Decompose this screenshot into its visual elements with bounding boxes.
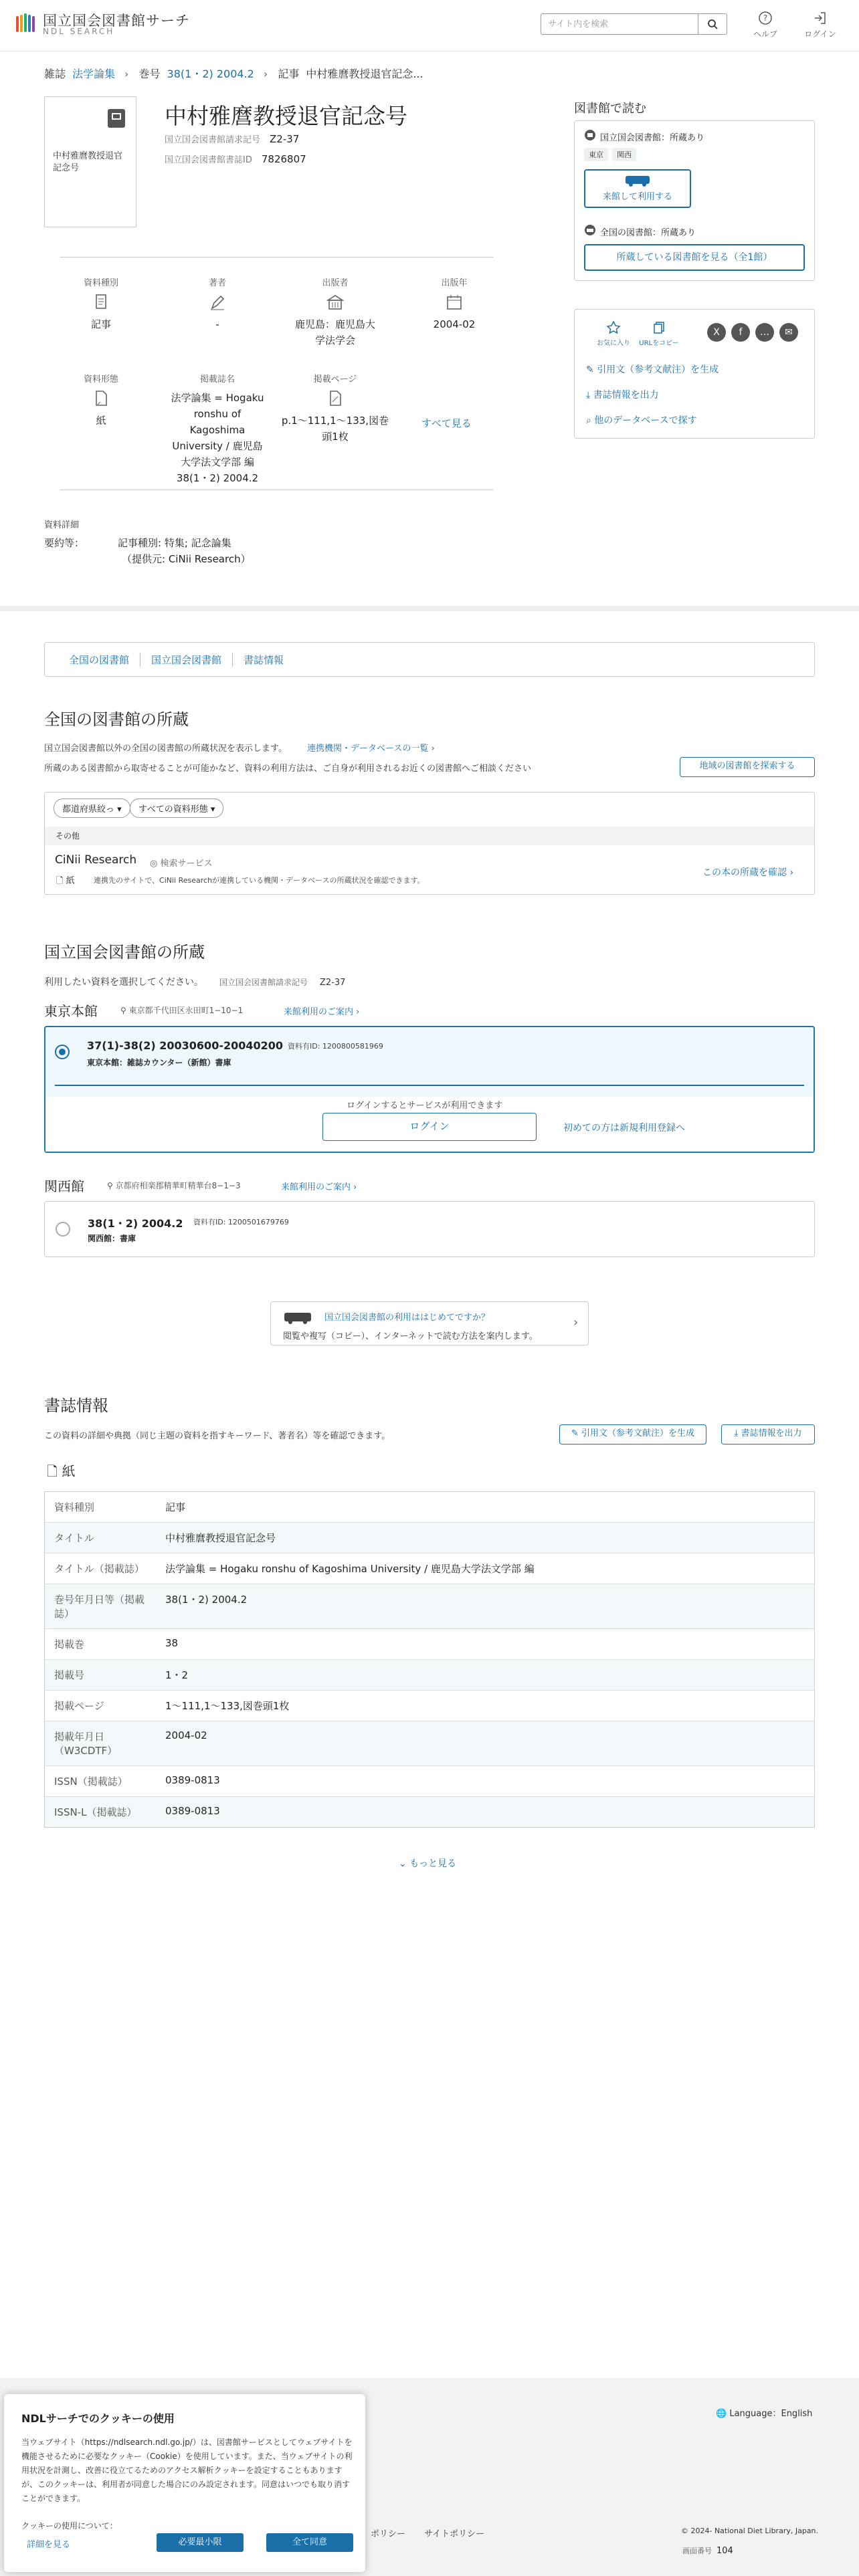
- attr-form-value: 紙: [96, 415, 106, 427]
- attr-pages-label: 掲載ページ: [313, 374, 357, 385]
- search-icon: ⌕: [586, 415, 595, 426]
- cookie-title: NDLサーチでのクッキーの使用: [21, 2412, 175, 2425]
- tokyo-address-text: 東京都千代田区永田町1−10−1: [128, 1006, 244, 1015]
- select-instruction-text: 利用したい資料を選択してください。: [44, 977, 203, 988]
- tab-national-libraries[interactable]: 全国の図書館: [58, 653, 140, 667]
- other-db-label: 他のデータベースで探す: [594, 415, 697, 426]
- chevron-right-icon: ›: [428, 744, 435, 754]
- bib-id-label: 国立国会図書館書誌ID: [165, 155, 252, 165]
- copyright: © 2024- National Diet Library, Japan.: [681, 2527, 819, 2535]
- show-more-button[interactable]: [399, 1856, 456, 1870]
- bib-value: 38(1・2) 2004.2: [165, 1594, 248, 1606]
- svg-text:?: ?: [763, 13, 768, 23]
- tokyo-guide-link[interactable]: [284, 1004, 359, 1017]
- chevron-right-icon: ›: [787, 867, 794, 878]
- bib-value: 0389-0813: [165, 1774, 220, 1786]
- section-divider: [0, 606, 859, 611]
- attr-year-value: 2004-02: [433, 318, 476, 330]
- tokyo-guide-label: 来館利用のご案内: [284, 1007, 354, 1017]
- banner-subtitle: 閲覧や複写（コピー）、インターネットで読む方法を案内します。: [283, 1331, 538, 1341]
- language-label: Language：English: [729, 2409, 813, 2419]
- attr-publisher-value: 鹿児島：鹿児島大学法学会: [295, 318, 376, 346]
- cookie-about: クッキーの使用について：: [21, 2521, 118, 2531]
- format-filter-label: すべての資料形態: [138, 804, 208, 815]
- find-regional-library-button[interactable]: 地域の図書館を探索する: [680, 757, 815, 777]
- tag-tokyo: 東京: [584, 148, 608, 161]
- map-pin-icon: ⚲: [107, 1181, 116, 1190]
- cinii-name: CiNii Research: [55, 853, 137, 867]
- chevron-right-icon: ›: [573, 1315, 579, 1329]
- attr-form-label: 資料形態: [83, 374, 118, 385]
- language-switch[interactable]: [716, 2406, 812, 2419]
- item-thumbnail: [44, 96, 136, 227]
- tokyo-volume: 37(1)-38(2) 20030600-20040200: [87, 1039, 284, 1052]
- visit-button[interactable]: [584, 169, 691, 208]
- gear-icon: ◎: [150, 859, 161, 869]
- kansai-radio[interactable]: [56, 1222, 70, 1237]
- summary-value: 記事種別: 特集; 記念論集: [118, 537, 231, 549]
- bib-form: [47, 1461, 75, 1485]
- ndl-logo-icon[interactable]: [15, 12, 37, 35]
- pen-icon: [208, 294, 227, 311]
- national-line1-text: 国立国会図書館以外の全国の図書館の所蔵状況を表示します。: [44, 744, 287, 754]
- bus-icon: [283, 1311, 312, 1325]
- bib-description: この資料の詳細や典拠（同じ主題の資料を指すキーワード、著者名）等を確認できます。: [44, 1431, 391, 1441]
- facebook-share-icon[interactable]: f: [731, 323, 750, 342]
- ndl-icon: [584, 129, 596, 141]
- chevron-down-icon: ⌄: [399, 1858, 410, 1869]
- national-line2: 所蔵のある図書館から取寄せることが可能かなど、資料の利用方法は、ご自身が利用されるお近くの図書館へご相談ください: [44, 764, 532, 774]
- kansai-guide-label: 来館利用のご案内: [281, 1182, 351, 1192]
- tokyo-item-id: 資料有ID: 1200800581969: [288, 1042, 383, 1051]
- summary-row: [44, 535, 251, 567]
- footer-site-policy-link[interactable]: サイトポリシー: [424, 2529, 485, 2539]
- breadcrumb-volume-link[interactable]: 38(1・2) 2004.2: [167, 68, 254, 80]
- document-type-icon: [92, 294, 110, 311]
- cinii-form: [56, 873, 75, 889]
- attr-author: [167, 276, 268, 332]
- table-row: [45, 1553, 814, 1584]
- logo-subtext: NDL SEARCH: [43, 27, 115, 36]
- help-label: ヘルプ: [753, 29, 777, 39]
- table-row: [45, 1660, 814, 1691]
- ndl-call-label: 国立国会図書館請求記号: [219, 978, 308, 987]
- attr-journal-value: 法学論集 = Hogaku ronshu of Kagoshima University / 鹿児島大学法文学部 編 38(1・2) 2004.2: [171, 392, 264, 484]
- attr-pages-value: p.1〜111,1〜133,図巻頭1枚: [281, 415, 389, 443]
- attr-type-value: 記事: [90, 318, 111, 330]
- cinii-tag: [150, 856, 213, 869]
- login-cta-button[interactable]: ログイン: [322, 1113, 537, 1141]
- line-share-icon[interactable]: …: [755, 323, 774, 342]
- breadcrumb-article-label: 記事: [278, 68, 300, 80]
- call-number-value: Z2-37: [270, 133, 300, 145]
- table-row: [45, 1584, 814, 1629]
- view-holding-libraries-button[interactable]: 所蔵している図書館を見る（全1館）: [584, 244, 805, 271]
- table-row: [45, 1492, 814, 1523]
- logo-text[interactable]: 国立国会図書館サーチ: [43, 13, 190, 29]
- cookie-body: 当ウェブサイト（https://ndlsearch.ndl.go.jp/）は、図書館サービスとしてウェブサイトを機能させるために必要なクッキー（Cookie）を使用しています。また、当ウェブサイトの利用状況を計測し、改善に役立てるためのアクセス解析クッキーを設定することもありますが、このクッキーは、利用者が同意した場合にのみ設定されます。同意はいつでも取り消すことができます。: [21, 2438, 353, 2503]
- attr-publisher: [285, 276, 385, 348]
- table-row: [45, 1766, 814, 1797]
- show-more-label: もっと見る: [409, 1858, 457, 1869]
- generate-citation-label: 引用文（参考文献注）を生成: [597, 364, 719, 375]
- copy-url-button[interactable]: [639, 320, 679, 347]
- cookie-dialog: [4, 2394, 365, 2572]
- bus-icon: [624, 175, 651, 187]
- page-title: 中村雅麿教授退官記念号: [165, 103, 407, 129]
- thumbnail-title: 中村雅麿教授退官記念号: [53, 151, 123, 173]
- screen-number-value: 104: [717, 2546, 733, 2556]
- generate-citation-link[interactable]: [586, 362, 719, 376]
- calendar-icon: [445, 294, 464, 311]
- chevron-down-icon: ▾: [117, 804, 122, 815]
- tag-kansai: 関西: [612, 148, 636, 161]
- login-label: ログイン: [804, 29, 836, 39]
- bib-key: 資料種別: [54, 1501, 95, 1513]
- location-tags: [584, 148, 640, 161]
- register-link[interactable]: 初めての方は新規利用登録へ: [563, 1123, 685, 1134]
- library-availability-box: [574, 120, 815, 281]
- paper-icon: 🗋: [56, 876, 66, 886]
- breadcrumb-article: 中村雅麿教授退官記念...: [306, 68, 423, 80]
- screen-number: [682, 2545, 733, 2556]
- table-row: [45, 1523, 814, 1553]
- bib-value: 法学論集 = Hogaku ronshu of Kagoshima University / 鹿児島大学法文学部 編: [165, 1563, 535, 1575]
- all-libraries-status: 全国の図書館：所蔵あり: [600, 228, 696, 238]
- cookie-details-link[interactable]: 詳細を見る: [27, 2540, 71, 2550]
- bib-key: ISSN-L（掲載誌）: [54, 1806, 137, 1818]
- bib-heading: 書誌情報: [44, 1396, 108, 1415]
- search-icon: [707, 19, 718, 29]
- screen-number-label: 画面番号: [682, 2547, 712, 2555]
- attr-pages: [281, 372, 389, 445]
- attr-year: [404, 276, 504, 332]
- section-tabs: [44, 642, 815, 677]
- other-label: その他: [45, 827, 814, 845]
- attr-year-label: 出版年: [441, 278, 468, 288]
- see-all-link[interactable]: すべて見る: [421, 417, 472, 429]
- login-message: ログインするとサービスが利用できます: [347, 1101, 503, 1111]
- first-time-banner[interactable]: [270, 1301, 589, 1346]
- attr-type: [51, 276, 151, 332]
- ndl-heading: 国立国会図書館の所蔵: [44, 943, 205, 962]
- chevron-right-icon: ›: [353, 1007, 360, 1017]
- kansai-item-card[interactable]: [44, 1201, 815, 1257]
- tokyo-heading: 東京本館: [44, 1003, 98, 1019]
- star-icon: [606, 320, 621, 335]
- tokyo-item-card[interactable]: [44, 1026, 815, 1153]
- bib-key: 掲載巻: [54, 1638, 85, 1650]
- attr-type-label: 資料種別: [83, 278, 118, 288]
- footer-policy-link[interactable]: ポリシー: [371, 2529, 406, 2539]
- card-divider: [55, 1085, 804, 1086]
- help-button[interactable]: [745, 11, 785, 39]
- page-icon: [326, 390, 345, 407]
- login-icon: [813, 11, 828, 25]
- export-bib-label: 書誌情報を出力: [593, 390, 659, 401]
- bib-table: [44, 1491, 815, 1828]
- bib-key: タイトル: [54, 1532, 94, 1544]
- format-filter[interactable]: [130, 798, 223, 818]
- citation-icon: ✎: [571, 1428, 581, 1438]
- kansai-item-id: 資料有ID: 1200501679769: [193, 1218, 289, 1226]
- kansai-guide-link[interactable]: [281, 1180, 357, 1192]
- breadcrumb: 雑誌 法学論集 › 巻号 38(1・2) 2004.2 › 記事 中村雅麿教授退官記念...: [44, 68, 423, 80]
- bib-key: ISSN（掲載誌）: [54, 1776, 128, 1788]
- breadcrumb-magazine-label: 雑誌: [44, 68, 66, 80]
- copy-icon: [652, 320, 666, 335]
- tokyo-radio[interactable]: [55, 1045, 70, 1059]
- citation-icon: ✎: [586, 364, 597, 375]
- read-at-library-title: 図書館で読む: [574, 102, 646, 116]
- prefecture-filter-label: 都道府県絞っ: [62, 804, 115, 815]
- bib-value: 1・2: [165, 1669, 189, 1681]
- bib-form-label: 紙: [62, 1463, 76, 1479]
- bib-key: 掲載号: [54, 1669, 85, 1681]
- site-header: [0, 0, 859, 51]
- kansai-address: [107, 1180, 241, 1191]
- cinii-description: 連携先のサイトで、CiNii Researchが連携している機関・データベースの所蔵状況を確認できます。: [94, 876, 425, 885]
- search-input[interactable]: [541, 13, 698, 35]
- download-icon: ⤓: [734, 1428, 741, 1438]
- login-button[interactable]: [800, 11, 840, 39]
- check-holdings-link[interactable]: [702, 865, 793, 879]
- tab-ndl[interactable]: 国立国会図書館: [140, 653, 233, 667]
- search-button[interactable]: [698, 13, 727, 35]
- breadcrumb-magazine-link[interactable]: 法学論集: [72, 68, 116, 80]
- tokyo-address: [120, 1004, 243, 1016]
- book-icon: [106, 108, 126, 129]
- call-number: [165, 132, 299, 145]
- map-pin-icon: ⚲: [120, 1006, 129, 1015]
- bib-key: 掲載ページ: [54, 1700, 104, 1712]
- cookie-agree-all-button[interactable]: 全て同意: [266, 2533, 353, 2552]
- favorite-button[interactable]: [593, 320, 634, 347]
- ndl-status: 国立国会図書館：所蔵あり: [600, 133, 705, 143]
- table-row: [45, 1797, 814, 1827]
- bib-id-value: 7826807: [261, 153, 306, 165]
- national-heading: 全国の図書館の所蔵: [44, 710, 189, 729]
- visit-label: 来館して利用する: [602, 192, 672, 202]
- bib-title-link[interactable]: 中村雅麿教授退官記念号: [165, 1532, 276, 1544]
- national-line1: [44, 741, 435, 754]
- bib-key: 巻号年月日等（掲載誌）: [54, 1594, 145, 1620]
- check-holdings-label: この本の所蔵を確認: [702, 867, 787, 878]
- x-share-icon[interactable]: X: [707, 323, 726, 342]
- help-icon: [758, 11, 773, 25]
- export-bib-link[interactable]: [586, 388, 659, 401]
- kansai-heading: 関西館: [44, 1178, 84, 1194]
- summary-source: （提供元: CiNii Research）: [122, 553, 251, 565]
- partner-list-link[interactable]: 連携機関・データベースの一覧: [306, 744, 429, 754]
- download-icon: ⤓: [586, 390, 593, 401]
- attr-form: [51, 372, 151, 429]
- bib-key: 掲載年月日（W3CDTF）: [54, 1731, 118, 1757]
- bib-cite-button[interactable]: [559, 1424, 706, 1444]
- table-row: [45, 1691, 814, 1721]
- paper-icon: [92, 390, 110, 407]
- detail-heading: 資料詳細: [44, 520, 80, 530]
- attr-author-label: 著者: [208, 278, 226, 288]
- cookie-minimum-button[interactable]: 必要最小限: [157, 2533, 244, 2552]
- attr-author-value: -: [215, 318, 219, 330]
- ndl-call-value: Z2-37: [320, 978, 346, 988]
- language-icon: 🌐: [716, 2409, 730, 2419]
- cinii-form-label: 紙: [66, 876, 75, 886]
- kansai-address-text: 京都府相楽郡精華町精華台8−1−3: [115, 1181, 241, 1190]
- cinii-tag-label: 検索サービス: [160, 859, 213, 869]
- paper-icon: 🗋: [47, 1463, 62, 1479]
- favorite-label: お気に入り: [597, 340, 630, 347]
- table-row: [45, 1629, 814, 1660]
- call-number-label: 国立国会図書館請求記号: [165, 135, 261, 145]
- tab-bib-info[interactable]: 書誌情報: [244, 653, 284, 666]
- table-row: [45, 1721, 814, 1766]
- bib-value: 1〜111,1〜133,図巻頭1枚: [165, 1700, 290, 1712]
- banner-title: 国立国会図書館の利用ははじめてですか？: [324, 1313, 490, 1323]
- copy-url-label: URLをコピー: [639, 340, 679, 347]
- summary-label: 要約等：: [44, 537, 85, 549]
- breadcrumb-volume-label: 巻号: [138, 68, 161, 80]
- bib-cite-label: 引用文（参考文献注）を生成: [581, 1428, 695, 1438]
- bib-export-button[interactable]: [721, 1424, 815, 1444]
- kansai-location: 関西館：書庫: [88, 1234, 136, 1243]
- attr-journal-label: 掲載誌名: [199, 374, 235, 385]
- other-db-link[interactable]: [586, 413, 697, 427]
- bib-key: タイトル（掲載誌）: [54, 1563, 145, 1575]
- bib-value: 38: [165, 1637, 179, 1649]
- bib-id: [165, 152, 306, 165]
- chevron-down-icon: ▾: [210, 804, 215, 815]
- bib-value: 記事: [165, 1501, 186, 1513]
- building-icon: [326, 294, 345, 311]
- mail-share-icon[interactable]: ✉: [779, 323, 798, 342]
- prefecture-filter[interactable]: [54, 798, 130, 818]
- select-instruction: [44, 975, 345, 988]
- kansai-volume: 38(1・2) 2004.2: [88, 1217, 183, 1230]
- bib-export-label: 書誌情報を出力: [741, 1428, 802, 1438]
- chevron-right-icon: ›: [351, 1182, 357, 1192]
- library-icon: [584, 224, 596, 236]
- attr-journal: [167, 372, 268, 486]
- bib-value: 2004-02: [165, 1729, 207, 1741]
- attr-publisher-label: 出版者: [322, 278, 349, 288]
- tokyo-location: 東京本館：雑誌カウンター（新館）書庫: [87, 1058, 231, 1067]
- bib-value: 0389-0813: [165, 1805, 220, 1817]
